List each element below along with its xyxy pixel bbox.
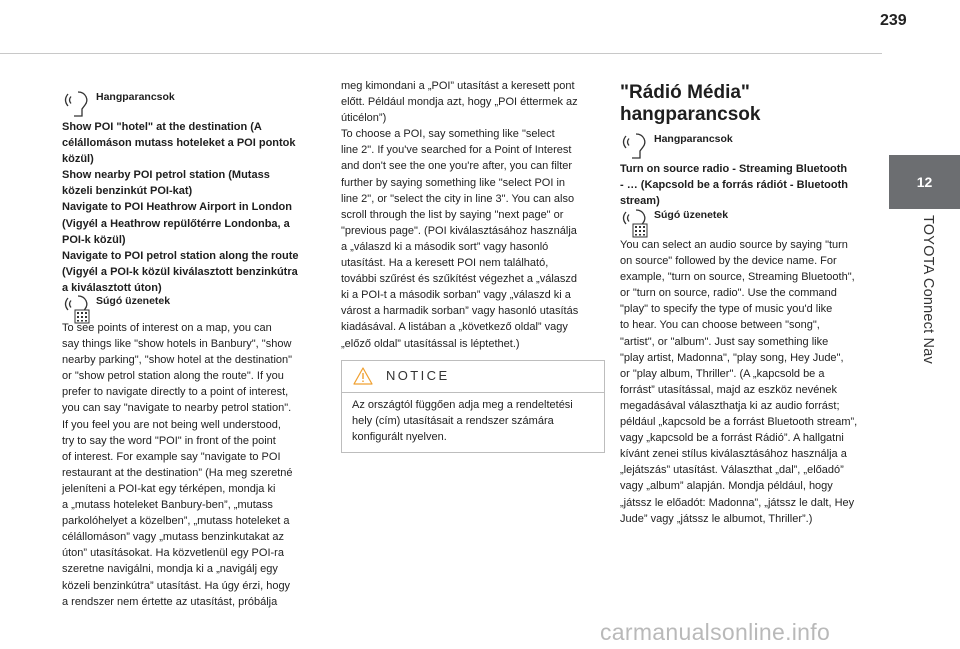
help-voice-icon: [620, 206, 654, 240]
notice-header: [342, 361, 604, 393]
command-line: Navigate to POI petrol station along the route: [62, 249, 299, 262]
text-line: úticélon”): [341, 112, 387, 125]
text-line: közeli benzinkútra” utasítást. Ha úgy érzi, hogy: [62, 579, 291, 592]
command-line: Turn on source radio - Streaming Bluetooth: [620, 163, 848, 175]
text-line: vagy „kapcsold be a forrást Rádió”. A hallgatni: [620, 432, 844, 445]
text-line: a „mutass hoteleket Banbury-ben”, „mutass: [62, 499, 273, 512]
command-line: POI-k közül): [62, 233, 126, 246]
command-line: (Vigyél a Heathrow repülőtérre Londonba, a: [62, 217, 290, 230]
text-line: „előző oldal” utasítással is léptethet.): [341, 337, 520, 350]
text-line: "previous page". (POI kiválasztásához használja: [341, 224, 577, 237]
command-line: Navigate to POI Heathrow Airport in London: [62, 201, 292, 214]
text-line: scroll through the list by saying "next page" or: [341, 208, 564, 221]
text-line: szeretne navigálni, mondja ki a „navigálj egy: [62, 563, 278, 576]
text-line: You can select an audio source by saying "turn: [620, 239, 848, 251]
chapter-tab: 12: [889, 155, 960, 209]
text-line: úton” utasításokat. Ha közvetlenül egy POI-ra: [62, 547, 284, 560]
text-line: várost a harmadik sorban” vagy hasonló utasítás: [341, 305, 579, 318]
text-line: célállomáson” vagy „mutass benzinkutakat az: [62, 531, 284, 544]
command-line: közül): [62, 153, 94, 166]
text-line: to hear. You can choose between "song",: [620, 319, 820, 332]
help-messages-label: Súgó üzenetek: [96, 295, 171, 307]
voice-command-icon: [620, 130, 654, 164]
command-list: [620, 161, 848, 209]
section-heading: [620, 82, 760, 126]
text-line: "play artist, Madonna", "play song, Hey Jude",: [620, 351, 844, 364]
text-line: előtt. Például mondja azt, hogy „POI éttermek az: [341, 96, 578, 109]
text-line: hely (cím) utasításait a rendszer számára: [352, 415, 554, 428]
warning-icon: [353, 367, 373, 385]
text-line: vagy „album” alapján. Mondja például, hogy: [620, 480, 833, 493]
text-line: say things like "show hotels in Banbury", "show: [62, 338, 292, 351]
command-line: (Vigyél a POI-k közül kiválasztott benzinkútra: [62, 265, 298, 278]
text-line: „játssz le előadót: Madonna”, „játssz le dalt, Hey: [620, 496, 855, 509]
command-list: [62, 119, 299, 296]
text-line: line 2". If you've searched for a Point of Interest: [341, 144, 572, 157]
text-line: line 2", or "select the city in line 3". You can also: [341, 192, 575, 205]
voice-commands-label: Hangparancsok: [96, 91, 175, 103]
text-line: To see points of interest on a map, you can: [62, 322, 272, 334]
text-line: of interest. For example say "navigate to POI: [62, 450, 281, 463]
text-line: try to say the word "POI" in front of the point: [62, 434, 276, 447]
text-line: To choose a POI, say something like "select: [341, 128, 555, 141]
text-line: konfigurált nyelven.: [352, 431, 447, 444]
text-line: Az országtól függően adja meg a rendeltetési: [352, 399, 573, 411]
text-line: Jude” vagy „játssz le albumot, Thriller”.): [620, 512, 813, 525]
text-line: „lejátszás” utasítást. Választhat „dal”, „előadó”: [620, 464, 844, 477]
text-line: or "play album, Thriller". (A „kapcsold be a: [620, 367, 825, 380]
text-line: kiadásával. A listában a „következő oldal” vagy: [341, 321, 568, 334]
text-line: kívánt zenei stílus kiválasztásához használja a: [620, 448, 847, 461]
continued-text: [341, 78, 578, 352]
notice-body: [352, 397, 573, 445]
text-line: prefer to navigate directly to a point of interest,: [62, 386, 289, 399]
text-line: nearby parking", "show hotel at the destination": [62, 354, 293, 367]
command-line: célállomáson mutass hoteleket a POI pontok: [62, 137, 296, 150]
help-messages-label: Súgó üzenetek: [654, 209, 729, 221]
command-line: Show nearby POI petrol station (Mutass: [62, 169, 270, 182]
heading-line: hangparancsok: [620, 104, 761, 125]
text-line: further by saying something like "select POI in: [341, 176, 566, 189]
voice-commands-row: [62, 88, 175, 122]
text-line: további szűrést és szűkítést végezhet a „válaszd: [341, 273, 578, 286]
text-line: például „kapcsold be a forrást Bluetooth stream”,: [620, 416, 858, 429]
text-line: or "show petrol station along the route". If you: [62, 370, 284, 383]
text-line: If you feel you are not being well understood,: [62, 418, 281, 431]
command-line: - … (Kapcsold be a forrás rádiót - Bluetooth: [620, 179, 848, 192]
text-line: "artist", or "album". Just say something like: [620, 335, 829, 348]
text-line: on source" followed by the device name. For: [620, 255, 837, 268]
header-rule: [0, 53, 882, 54]
voice-command-icon: [62, 88, 96, 122]
command-line: Show POI "hotel" at the destination (A: [62, 121, 262, 133]
text-line: a „válaszd ki a második sort” vagy hasonló: [341, 240, 549, 253]
notice-box: [341, 360, 605, 453]
heading-line: "Rádió Média": [620, 82, 750, 103]
help-text: [620, 237, 857, 527]
help-messages-row: [620, 206, 728, 240]
command-line: stream): [620, 195, 660, 208]
text-line: a rendszer nem értette az utasítást, próbálja: [62, 595, 278, 608]
text-line: meg kimondani a „POI” utasítást a keresett pont: [341, 80, 575, 92]
voice-commands-row: [620, 130, 733, 164]
help-text: [62, 320, 293, 610]
text-line: ki a POI-t a második sorban” vagy „válaszd ki a: [341, 289, 571, 302]
voice-commands-label: Hangparancsok: [654, 133, 733, 145]
text-line: restaurant at the destination” (Ha meg szeretné: [62, 466, 293, 479]
text-line: parkolóhelyet a közelben”, „mutass hoteleket a: [62, 515, 290, 528]
text-line: example, "turn on source, Streaming Bluetooth",: [620, 271, 855, 284]
notice-title: NOTICE: [386, 368, 450, 383]
text-line: jeleníteni a POI-kat egy térképen, mondja ki: [62, 482, 276, 495]
notice-divider: [342, 392, 604, 393]
text-line: megadásával választhatja ki az audio forrást;: [620, 399, 840, 412]
text-line: you can say "navigate to nearby petrol station".: [62, 402, 292, 415]
text-line: utasítást. Ha a keresett POI nem található,: [341, 257, 549, 270]
text-line: and don't see the one you're after, you can filter: [341, 160, 573, 173]
page-number: 239: [880, 12, 907, 29]
text-line: "play" to specify the type of music you'd like: [620, 303, 833, 316]
chapter-title: TOYOTA Connect Nav: [920, 215, 936, 364]
command-line: a kiválasztott úton): [62, 281, 162, 294]
text-line: forrást” utasítással, majd az eszköz nevének: [620, 383, 838, 396]
watermark: carmanualsonline.info: [600, 619, 831, 645]
text-line: or "turn on source, radio". Use the command: [620, 287, 837, 300]
command-line: közeli benzinkút POI-kat): [62, 185, 193, 198]
